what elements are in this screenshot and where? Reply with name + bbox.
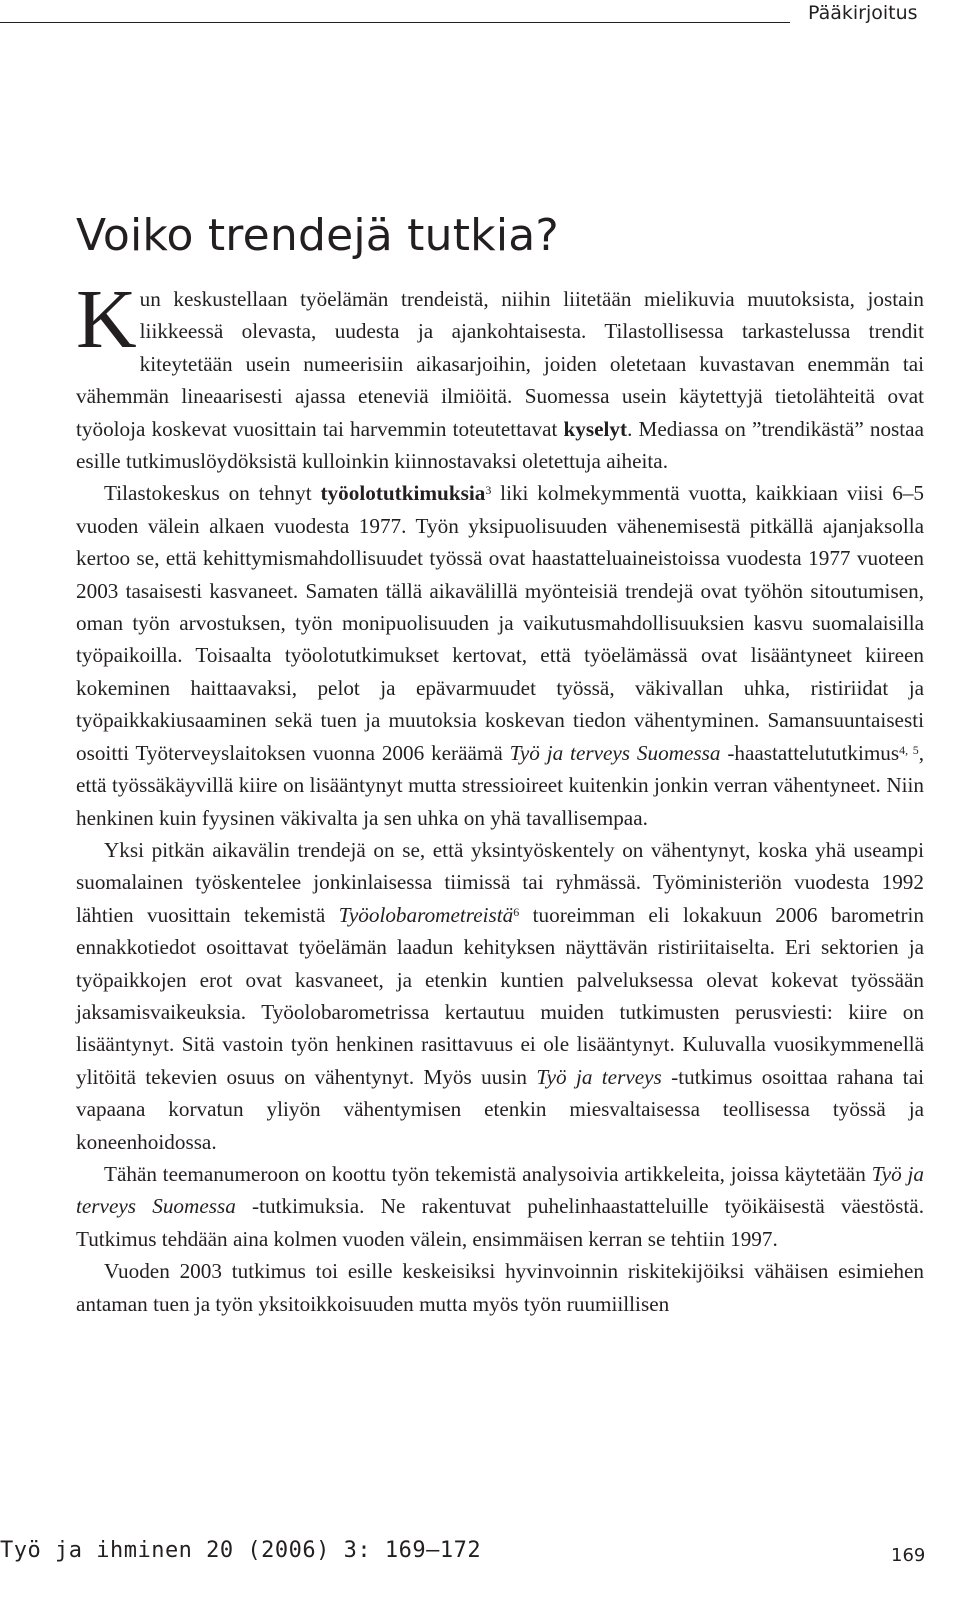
journal-citation: Työ ja ihminen 20 (2006) 3: 169—172: [0, 1538, 482, 1563]
paragraph-4: [76, 1158, 924, 1255]
text-span: -tutkimuksia. Ne rakentuvat puhelinhaastatteluille työikäisestä väestöstä. Tutkimus tehdään aina kolmen vuoden välein, ensimmäisen kerran se tehtiin 1997.: [76, 1194, 924, 1251]
header-rule: [0, 22, 790, 23]
text-span: tuoreimman eli lokakuun 2006 barometrin ennakkotiedot osoittavat työelämän laadun kehityksen näyttävän ristiriitaiselta. Eri sektorien ja työpaikkojen erot ovat kasvaneet, ja etenkin kuntien palveluksessa olevat kokevat työssään jaksamisvaikeuksia. Työolobarometrissa kertautuu muiden tutkimusten perusviesti: kiire on lisääntynyt. Sitä vastoin työn henkinen rasittavuus ei ole lisääntynyt. Kuluvalla vuosikymmenellä ylitöitä tekevien osuus on vähentynyt. Myös uusin: [76, 902, 924, 1089]
text-span: liki kolmekymmentä vuotta, kaikkiaan viisi 6–5 vuoden välein alkaen vuodesta 1977. Työn yksipuolisuuden vähenemisestä pitkällä ajanjaksolla kertoo se, että kehittymismahdollisuudet työssä ovat haastatteluaineistoissa vuodesta 1977 vuoteen 2003 tasaisesti kasvaneet. Samaten tällä aikavälillä myönteisiä trendejä ovat työhön sitoutumisen, oman työn arvostuksen, työn monipuolisuuden ja vaikutusmahdollisuuksien kasvu suomalaisilla työpaikoilla. Toisaalta työolotutkimukset kertovat, että työelämässä ovat lisääntyneet kiireen kokeminen haittaavaksi, pelot ja epävarmuudet työssä, väkivallan uhka, ristiriidat ja työpaikkakiusaaminen sekä tuen ja muutoksia koskevan tiedon vähentyminen. Samansuuntaisesti osoitti Työterveyslaitoksen vuonna 2006 keräämä: [76, 481, 925, 765]
text-span: . Mediassa on ”trendikästä” nostaa esille tutkimuslöydöksistä kulloinkin kiinnostavaksi oletettuja aiheita.: [76, 416, 924, 474]
bold-term: työolotutkimuksia: [320, 481, 486, 506]
text-span: Vuoden 2003 tutkimus toi esille keskeisiksi hyvinvoinnin riskitekijöiksi vähäisen esimiehen antaman tuen ja työn yksitoikkoisuuden mutta myös työn ruumiillisen: [76, 1259, 924, 1316]
footnote-ref: 6: [513, 904, 520, 919]
text-span: -haastattelututkimus: [720, 740, 900, 765]
page-number: 169: [891, 1545, 926, 1566]
text-span: un keskustellaan työelämän trendeistä, niihin liitetään mielikuvia muutoksista, jostain liikkeessä olevasta, uudesta ja ajankohtaisesta. Tilastollisessa tarkastelussa trendit kiteytetään usein numeerisiin aikasarjoihin, joiden oletetaan kuvastavan enemmän tai vähemmän lineaarisesti ajassa eteneviä ilmiöitä. Suomessa usein käytettyjä tietolähteitä ovat työoloja koskevat vuosittain tai harvemmin toteutettavat: [76, 287, 924, 441]
paragraph-5: [76, 1255, 924, 1320]
footnote-ref: 3: [485, 483, 492, 498]
paragraph-3: [76, 834, 924, 1158]
section-label: Pääkirjoitus: [808, 2, 918, 24]
article-body: [76, 273, 925, 1320]
paragraph-1: [76, 273, 924, 477]
paragraph-2: [76, 477, 924, 833]
bold-term: kyselyt: [563, 416, 628, 441]
footnote-ref: 4, 5: [899, 742, 919, 757]
drop-cap: K: [76, 273, 137, 366]
italic-title: Työ ja terveys: [536, 1064, 662, 1089]
italic-title: Työ ja terveys Suomessa: [509, 740, 721, 765]
italic-title: Työolobarometreistä: [338, 902, 514, 927]
text-span: Yksi pitkän aikavälin trendejä on se, että yksintyöskentely on vähentynyt, koska yhä useampi suomalainen työskentelee jonkinlaisessa tiimissä tai ryhmässä. Työministeriön vuodesta 1992 lähtien vuosittain tekemistä: [76, 837, 924, 927]
text-span: Tilastokeskus on tehnyt: [104, 481, 321, 506]
text-span: Tähän teemanumeroon on koottu työn tekemistä analysoivia artikkeleita, joissa käytetään: [104, 1161, 872, 1186]
text-span: , että työssäkäyvillä kiire on lisääntynyt mutta stressioireet kuitenkin jonkin verran vähentyneet. Niin henkinen kuin fyysinen väkivalta ja sen uhka on yhä tavallisempaa.: [76, 740, 925, 830]
text-span: -tutkimus osoittaa rahana tai vapaana korvatun yliyön vähentymisen etenkin miesvaltaisessa teollisessa työssä ja koneenhoidossa.: [76, 1064, 924, 1154]
italic-title: Työ ja terveys Suomessa: [76, 1161, 924, 1219]
article-title: Voiko trendejä tutkia?: [76, 210, 559, 261]
